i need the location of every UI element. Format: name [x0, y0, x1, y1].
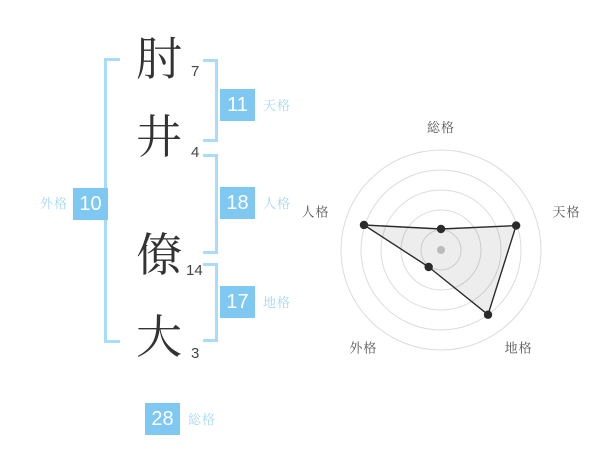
tenkaku-label: 天格	[263, 98, 292, 113]
name-char-3-strokes: 14	[186, 262, 203, 279]
name-char-1-strokes: 7	[191, 63, 200, 80]
gaikaku-score-box: 10	[73, 188, 108, 220]
radar-axis-label: 外格	[349, 340, 378, 356]
name-char-1: 肘	[136, 33, 182, 85]
jinkaku-score-box: 18	[220, 187, 255, 219]
tenkaku-score-box: 11	[220, 89, 255, 121]
soukaku-label: 総格	[188, 412, 217, 427]
radar-axis-label: 人格	[301, 204, 330, 220]
jinkaku-label: 人格	[263, 196, 292, 211]
name-char-4-strokes: 3	[191, 345, 200, 362]
name-char-4: 大	[136, 311, 182, 363]
chikaku-score-box: 17	[220, 286, 255, 318]
soukaku-score-box: 28	[145, 403, 180, 435]
radar-axis-label: 総格	[426, 120, 456, 135]
name-char-3: 僚	[136, 229, 182, 281]
gaikaku-label: 外格	[40, 196, 69, 211]
radar-axis-label: 天格	[552, 204, 581, 220]
radar-axis-label: 地格	[504, 340, 533, 356]
chikaku-label: 地格	[263, 295, 292, 310]
name-char-2-strokes: 4	[191, 144, 200, 161]
name-char-2: 井	[136, 111, 182, 163]
